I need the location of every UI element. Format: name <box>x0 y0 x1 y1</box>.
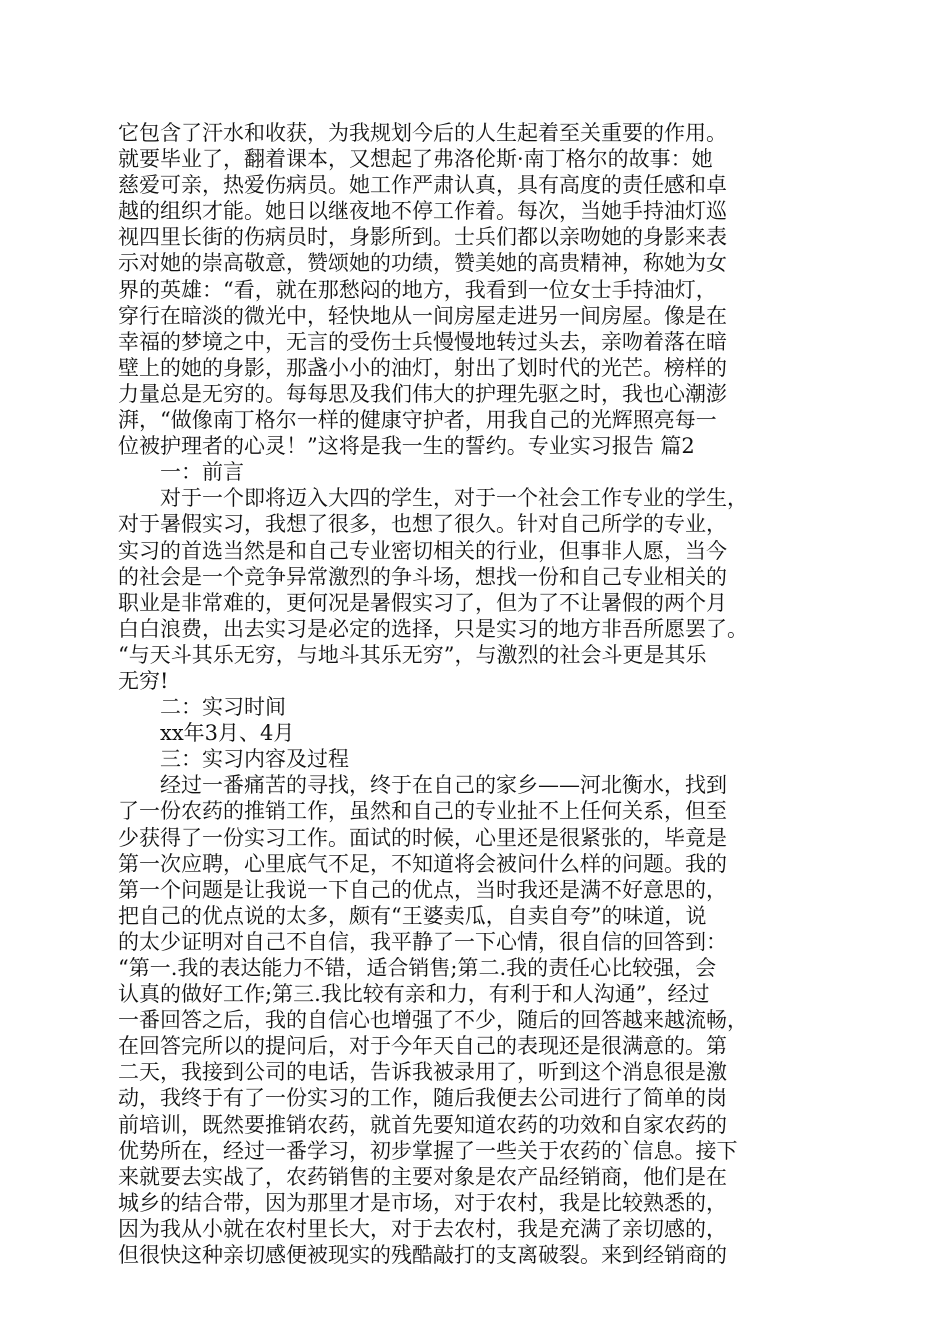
text-line: 湃，“做像南丁格尔一样的健康守护者，用我自己的光辉照亮每一 <box>118 408 717 433</box>
text-line: 界的英雄：“看，就在那愁闷的地方，我看到一位女士手持油灯， <box>118 277 717 302</box>
text-line: 无穷! <box>118 668 169 693</box>
text-line: 穿行在暗淡的微光中，轻快地从一间房屋走进另一间房屋。像是在 <box>118 303 727 328</box>
text-line: 了一份农药的推销工作，虽然和自己的专业扯不上任何关系，但至 <box>118 799 727 824</box>
text-line: 优势所在，经过一番学习，初步掌握了一些关于农药的`信息。接下 <box>118 1138 738 1163</box>
text-line: 前培训，既然要推销农药，就首先要知道农药的功效和自家农药的 <box>118 1112 727 1137</box>
text-line: 二天，我接到公司的电话，告诉我被录用了，听到这个消息很是激 <box>118 1060 727 1085</box>
text-line: 来就要去实战了，农药销售的主要对象是农产品经销商，他们是在 <box>118 1164 727 1189</box>
text-line: 示对她的崇高敬意，赞颂她的功绩，赞美她的高贵精神，称她为女 <box>118 251 727 276</box>
text-line: 越的组织才能。她日以继夜地不停工作着。每次，当她手持油灯巡 <box>118 199 727 224</box>
text-line: 的太少证明对自己不自信，我平静了一下心情，很自信的回答到： <box>118 929 727 954</box>
text-line: 职业是非常难的，更何况是暑假实习了，但为了不让暑假的两个月 <box>118 590 727 615</box>
text-line: “与天斗其乐无穷，与地斗其乐无穷”，与激烈的社会斗更是其乐 <box>118 642 707 667</box>
text-line: 少获得了一份实习工作。面试的时候，心里还是很紧张的，毕竟是 <box>118 825 727 850</box>
text-line: 城乡的结合带，因为那里才是市场，对于农村，我是比较熟悉的， <box>118 1190 727 1215</box>
text-line: 白白浪费，出去实习是必定的选择，只是实习的地方非吾所愿罢了。 <box>118 616 748 641</box>
text-line: 的社会是一个竞争异常激烈的争斗场，想找一份和自己专业相关的 <box>118 564 727 589</box>
text-line: 壁上的她的身影，那盏小小的油灯，射出了划时代的光芒。榜样的 <box>118 355 727 380</box>
text-line: 把自己的优点说的太多，颇有“王婆卖瓜，自卖自夸”的味道，说 <box>118 903 707 928</box>
text-line: 它包含了汗水和收获，为我规划今后的人生起着至关重要的作用。 <box>118 121 727 145</box>
text-line: 幸福的梦境之中，无言的受伤士兵慢慢地转过头去，亲吻着落在暗 <box>118 329 727 354</box>
text-line: 一番回答之后，我的自信心也增强了不少，随后的回答越来越流畅， <box>118 1008 748 1033</box>
text-line: 实习的首选当然是和自己专业密切相关的行业，但事非人愿，当今 <box>118 538 727 563</box>
text-line: 对于一个即将迈入大四的学生，对于一个社会工作专业的学生， <box>118 486 748 511</box>
text-line: 认真的做好工作;第三.我比较有亲和力，有利于和人沟通”，经过 <box>118 982 710 1007</box>
document-body <box>118 120 834 1268</box>
text-line: 因为我从小就在农村里长大，对于去农村，我是充满了亲切感的， <box>118 1216 727 1241</box>
text-line: 二：实习时间 <box>118 695 286 720</box>
text-line: 视四里长街的伤病员时，身影所到。士兵们都以亲吻她的身影来表 <box>118 225 727 250</box>
text-line: 对于暑假实习，我想了很多，也想了很久。针对自己所学的专业， <box>118 512 727 537</box>
text-line: 慈爱可亲，热爱伤病员。她工作严肃认真，具有高度的责任感和卓 <box>118 173 727 198</box>
text-line: 但很快这种亲切感便被现实的残酷敲打的支离破裂。来到经销商的 <box>118 1243 727 1268</box>
text-line: 力量总是无穷的。每每思及我们伟大的护理先驱之时，我也心潮澎 <box>118 381 727 406</box>
text-line: 在回答完所以的提问后，对于今年天自己的表现还是很满意的。第 <box>118 1034 727 1059</box>
text-line: 一：前言 <box>118 460 244 485</box>
text-line: 第一次应聘，心里底气不足，不知道将会被问什么样的问题。我的 <box>118 851 727 876</box>
text-line: 第一个问题是让我说一下自己的优点，当时我还是满不好意思的， <box>118 877 727 902</box>
text-line: 就要毕业了，翻着课本，又想起了弗洛伦斯·南丁格尔的故事：她 <box>118 147 713 172</box>
text-line: 位被护理者的心灵！”这将是我一生的誓约。专业实习报告 篇2 <box>118 434 695 459</box>
document-page <box>118 120 834 1268</box>
text-line: 经过一番痛苦的寻找，终于在自己的家乡——河北衡水，找到 <box>118 773 727 798</box>
text-line: 三：实习内容及过程 <box>118 747 349 772</box>
text-line: 动，我终于有了一份实习的工作，随后我便去公司进行了简单的岗 <box>118 1086 727 1111</box>
text-line: “第一.我的表达能力不错，适合销售;第二.我的责任心比较强，会 <box>118 956 717 980</box>
text-line: xx年3月、4月 <box>118 721 295 746</box>
